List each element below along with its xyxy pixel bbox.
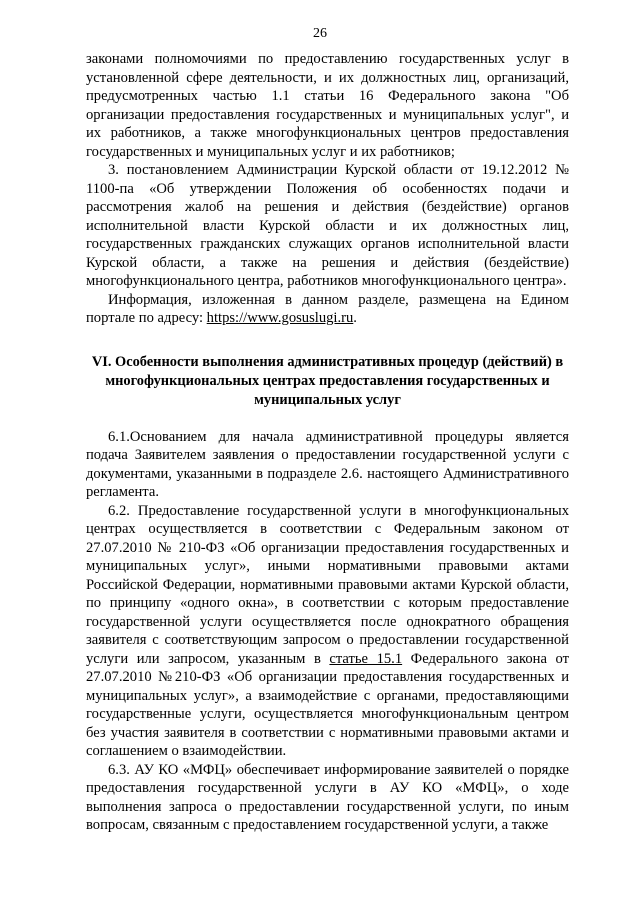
article-15-1-link[interactable]: статье 15.1 — [329, 650, 403, 667]
p62-before: 6.2. Предоставление государственной услуги в многофункциональных центрах осуществляется в соответствии с Федеральным законом от 27.07.2010 № 210-ФЗ «Об организации предоставления государственных и муниципальных услуг», иными нормативными правовыми актами Российской Федерации, нормативными правовыми актами Курской области, по принципу «одного окна», в соответствии с которым предоставление государственной услуги осуществляется после однократного обращения заявителя с соответствующим запросом о предоставлении государственной услуги или запросом, указанным в — [86, 502, 569, 667]
spacer — [86, 410, 569, 428]
section-heading: VI. Особенности выполнения административных процедур (действий) в многофункциональных центрах предоставления государственных и муниципальных услуг — [91, 353, 564, 408]
paragraph-info — [86, 291, 569, 328]
paragraph-6-3: 6.3. АУ КО «МФЦ» обеспечивает информирование заявителей о порядке предоставления государственной услуги в АУ КО «МФЦ», о ходе выполнения запроса о предоставлении государственной услуги, по иным вопросам, связанным с предоставлением государственной услуги, а также — [86, 761, 569, 833]
page-number: 26 — [313, 26, 327, 41]
paragraph-6-2 — [86, 502, 569, 761]
paragraph-6-1: 6.1.Основанием для начала административной процедуры является подача Заявителем заявления о предоставлении государственной услуги с документами, указанными в подразделе 2.6. настоящего Административного регламента. — [86, 428, 569, 500]
info-text: Информация, изложенная в данном разделе, размещена на Едином портале по адресу: — [86, 291, 569, 326]
document-body — [86, 50, 569, 835]
spacer — [86, 328, 569, 353]
gosuslugi-link[interactable]: https://www.gosuslugi.ru — [206, 310, 354, 326]
p62-after: Федерального закона от 27.07.2010 №210-ФЗ «Об организации предоставления государственных и муниципальных услуг», а взаимодействие с органами, предоставляющими государственные услуги, осуществляется многофункциональным центром без участия заявителя в соответствии с нормативными правовыми актами и соглашением о взаимодействии. — [86, 650, 569, 759]
info-tail: . — [353, 310, 357, 326]
paragraph-item-3: 3. постановлением Администрации Курской области от 19.12.2012 № 1100-па «Об утверждении Положения об особенностях подачи и рассмотрения жалоб на решения и действия (бездействие) органов исполнительной власти Курской области и их должностных лиц, государственных гражданских служащих органов исполнительной власти Курской области, а также на решения и действия (бездействие) многофункционального центра, работников многофункционального центра». — [86, 162, 569, 289]
paragraph-continuation: законами полномочиями по предоставлению государственных услуг в установленной сфере деятельности, и их должностных лиц, организаций, предусмотренных частью 1.1 статьи 16 Федерального закона "Об организации предоставления государственных и муниципальных услуг", и их работников, а также многофункциональных центров предоставления государственных и муниципальных услуг и их работников; — [86, 51, 569, 160]
